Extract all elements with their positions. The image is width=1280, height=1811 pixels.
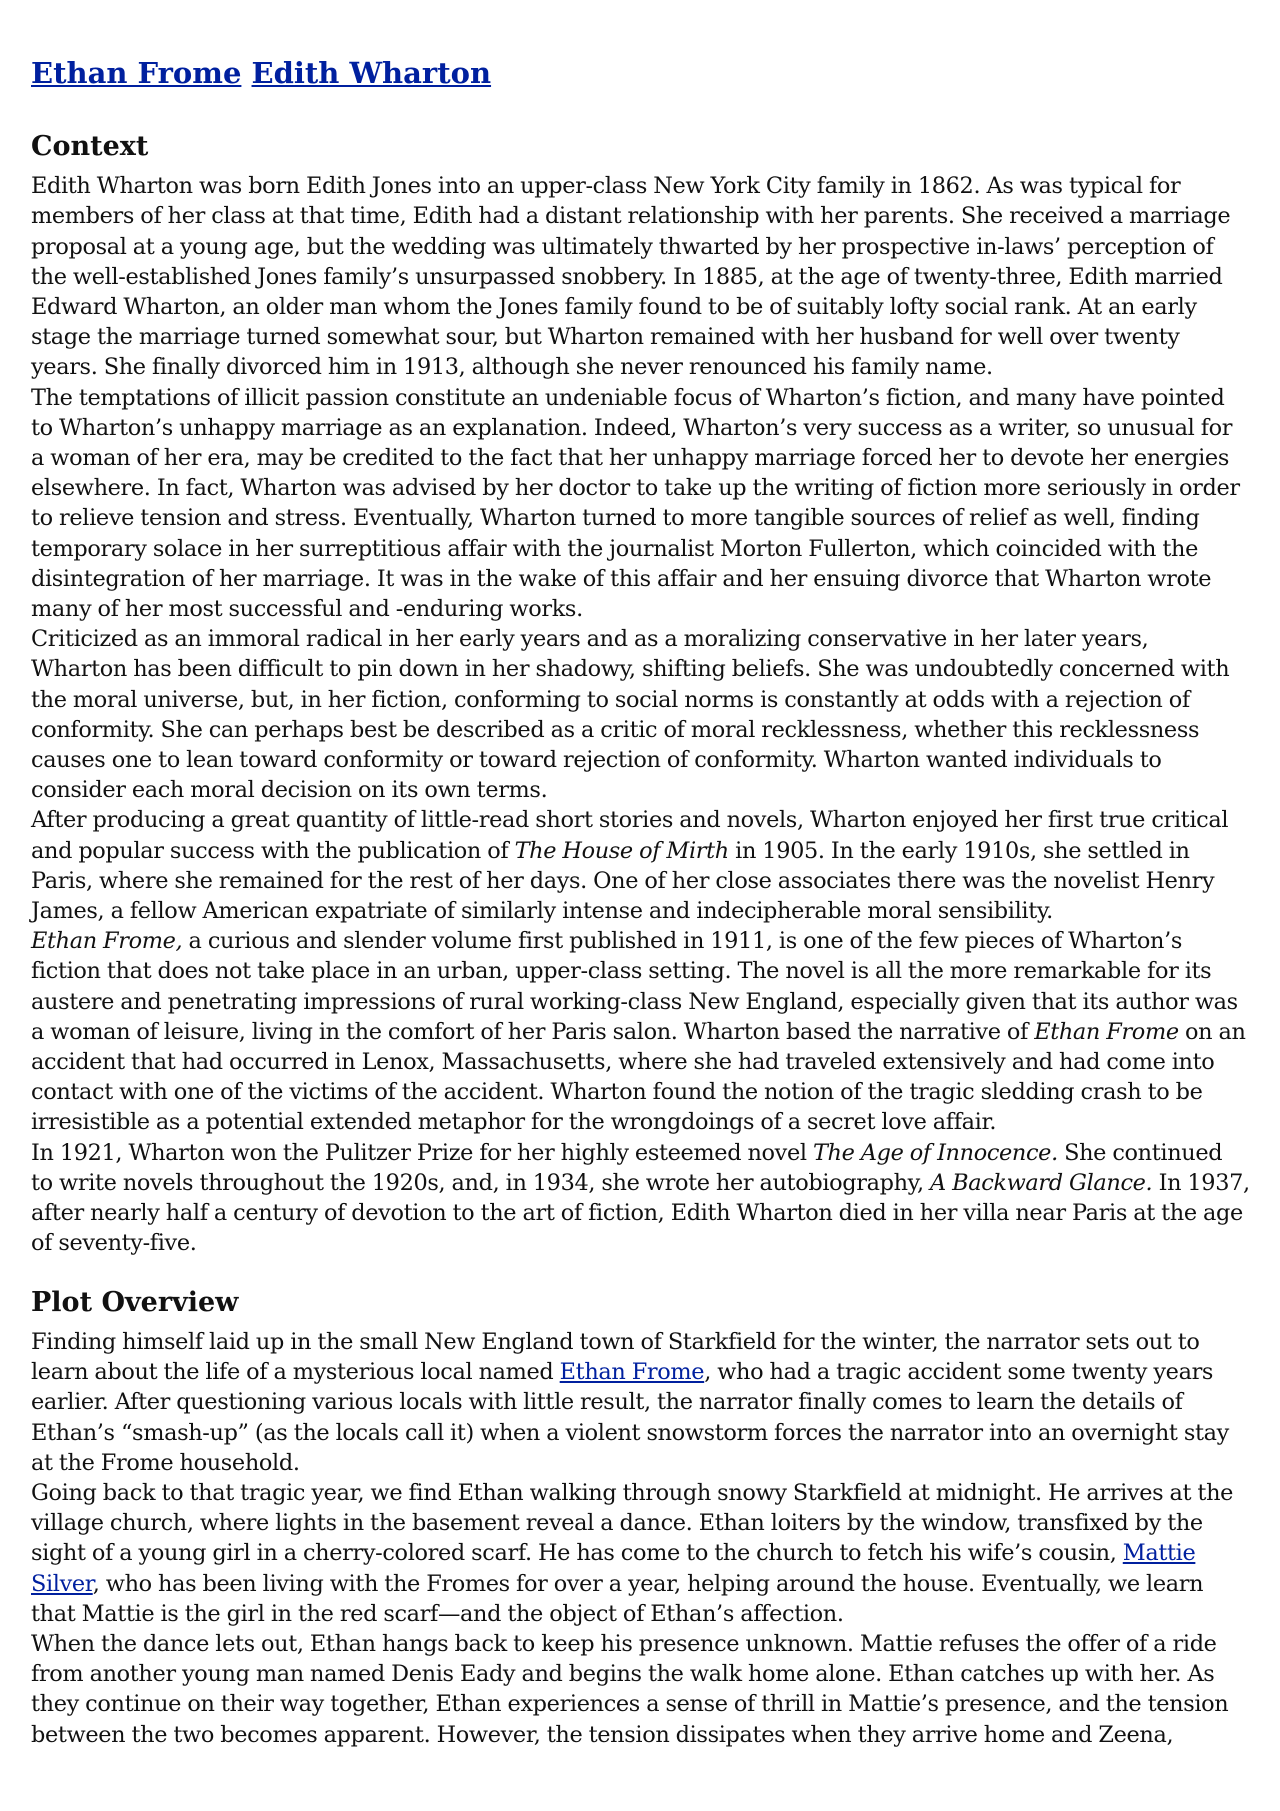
mattie-silver-link[interactable]: Mattie Silver [31,1540,1196,1597]
context-paragraph-1: Edith Wharton was born Edith Jones into an upper-class New York City family in 1862. As was typical for members of her class at that time, Edith had a distant relationship with her parents. She received a marriage proposal at a young age, but the wedding was ultimately thwarted by her prospective in-laws’ perception of the well-established Jones family’s unsurpassed snobbery. In 1885, at the age of twenty-three, Edith married Edward Wharton, an older man whom the Jones family found to be of suitably lofty social rank. At an early stage the marriage turned somewhat sour, but Wharton remained with her husband for well over twenty years. She finally divorced him in 1913, although she never renounced his family name. [31,173,1231,381]
ethan-frome-link[interactable]: Ethan Frome [559,1359,705,1386]
text-run: , who had a tragic accident some twenty years earlier. After questioning various locals with little result, the narrator finally comes to learn the details of Ethan’s “smash-up” (as the locals call it) when a violent snowstorm forces the narrator into an overnight stay at the Frome household. [31,1359,1229,1476]
text-run: on an accident that had occurred in Lenox, Massachusetts, where she had traveled extensively and had come into contact with one of the victims of the accident. Wharton found the notion of the tragic sledding crash to be irresistible as a potential extended metaphor for the wrongdoings of a secret love affair. [31,1018,1246,1136]
context-paragraph-4 [31,805,1250,926]
text-run: In 1937, after nearly half a century of devotion to the art of fiction, Edith Wharton died in her villa near Paris at the age of seventy-five. [31,1169,1250,1257]
text-run: In 1921, Wharton won the Pulitzer Prize for her highly esteemed novel [31,1139,813,1166]
document-title [31,56,1250,91]
plot-paragraph-1 [31,1327,1250,1478]
plot-paragraph-2 [31,1478,1250,1629]
plot-overview-section [31,1287,1250,1750]
author-link[interactable]: Edith Wharton [251,56,492,90]
text-run: Going back to that tragic year, we find Ethan walking through snowy Starkfield at midnight. He arrives at the village church, where lights in the basement reveal a dance. Ethan loiters by the window, transfixed by the sight of a young girl in a cherry-colored scarf. He has come to the church to fetch his wife’s cousin, [31,1479,1234,1567]
book-title-italic: Ethan Frome [1034,1018,1179,1045]
book-title-italic: A Backward Glance. [930,1169,1153,1196]
text-run: Finding himself laid up in the small New England town of Starkfield for the winter, the narrator sets out to learn about the life of a mysterious local named [31,1328,1200,1386]
book-title-italic: The House of Mirth [514,837,729,864]
context-paragraph-3: Criticized as an immoral radical in her early years and as a moralizing conservative in her later years, Wharton has been difficult to pin down in her shadowy, shifting beliefs. She was undoubtedly concerned with the moral universe, but, in her fiction, conforming to social norms is constantly at odds with a rejection of conformity. She can perhaps best be described as a critic of moral recklessness, whether this recklessness causes one to lean toward conformity or toward rejection of conformity. Wharton wanted individuals to consider each moral decision on its own terms. [31,626,1230,804]
text-run: a curious and slender volume first published in 1911, is one of the few pieces of Wharton’s fiction that does not take place in an urban, upper-class setting. The novel is all the more remarkable for its austere and penetrating impressions of rural working-class New England, especially given that its author was a woman of leisure, living in the comfort of her Paris salon. Wharton based the narrative of [31,928,1238,1045]
plot-overview-heading: Plot Overview [31,1286,239,1318]
context-paragraph-5 [31,926,1250,1137]
context-heading: Context [31,130,149,162]
book-title-italic: The Age of Innocence. [812,1139,1058,1166]
text-run: , who has been living with the Fromes for over a year, helping around the house. Eventually, we learn that Mattie is the girl in the red scarf—and the object of Ethan’s affection. [31,1570,1204,1627]
section-spacer [31,1259,1250,1287]
context-paragraph-6 [31,1138,1250,1259]
text-run: She continued to write novels throughout the 1920s, and, in 1934, she wrote her autobiography, [31,1139,1223,1196]
book-title-link[interactable]: Ethan Frome [31,56,242,90]
plot-paragraph-3: When the dance lets out, Ethan hangs back to keep his presence unknown. Mattie refuses the offer of a ride from another young man named Denis Eady and begins the walk home alone. Ethan catches up with her. As they continue on their way together, Ethan experiences a sense of thrill in Mattie’s presence, and the tension between the two becomes apparent. However, the tension dissipates when they arrive home and Zeena, [31,1630,1229,1748]
book-title-italic: Ethan Frome, [31,928,183,955]
text-run: in 1905. In the early 1910s, she settled in Paris, where she remained for the rest of her days. One of her close associates there was the novelist Henry James, a fellow American expatriate of similarly intense and indecipherable moral sensibility. [31,837,1215,925]
text-run: After producing a great quantity of little-read short stories and novels, Wharton enjoyed her first true critical and popular success with the publication of [31,807,1229,864]
context-section [31,131,1250,1259]
context-paragraph-2: The temptations of illicit passion constitute an undeniable focus of Wharton’s fiction, and many have pointed to Wharton’s unhappy marriage as an explanation. Indeed, Wharton’s very success as a writer, so unusual for a woman of her era, may be credited to the fact that her unhappy marriage forced her to devote her energies elsewhere. In fact, Wharton was advised by her doctor to take up the writing of fiction more seriously in order to relieve tension and stress. Eventually, Wharton turned to more tangible sources of relief as well, finding temporary solace in her surreptitious affair with the journalist Morton Fullerton, which coincided with the disintegration of her marriage. It was in the wake of this affair and her ensuing divorce that Wharton wrote many of her most successful and -enduring works. [31,384,1240,623]
